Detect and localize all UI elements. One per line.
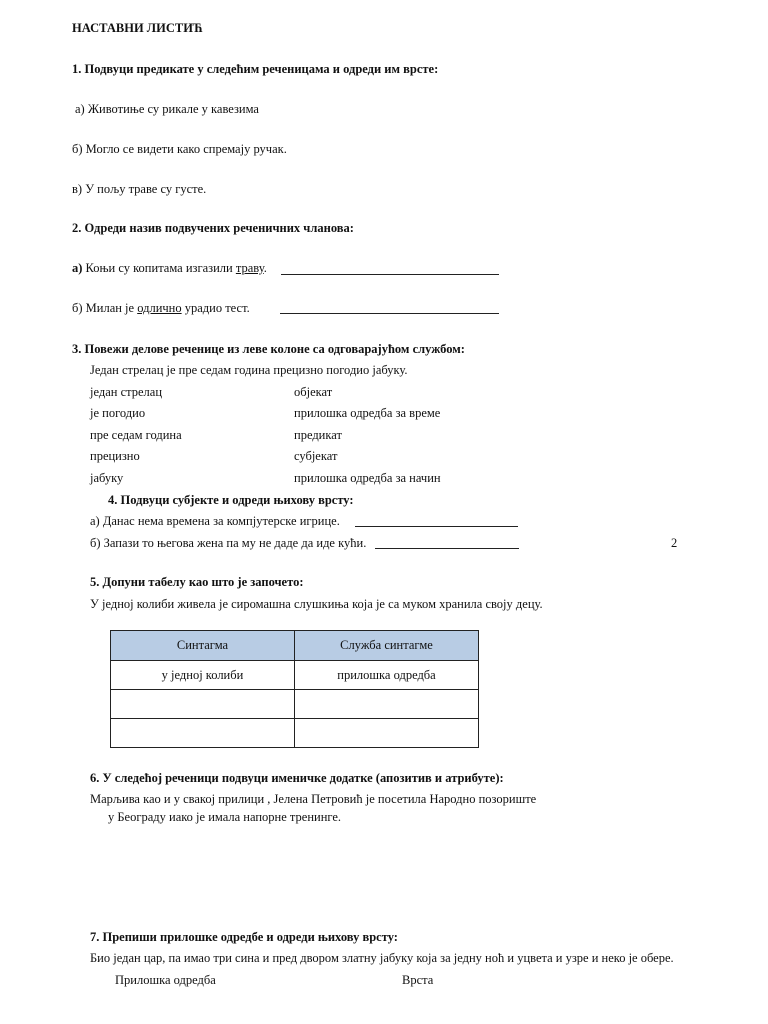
q7-heading: 7. Препиши прилошке одредбе и одреди њихову врсту:	[90, 930, 398, 944]
table-cell-empty[interactable]	[111, 719, 295, 748]
q2-item-b	[72, 301, 250, 316]
q3-heading: 3. Повежи делове реченице из леве колоне са одговарајућом службом:	[72, 342, 465, 356]
table-header-row	[111, 631, 479, 661]
q2-item-a	[72, 261, 267, 276]
q2-heading: 2. Одреди назив подвучених реченичних чланова:	[72, 221, 354, 235]
q2-a-text: Коњи су копитама изгазили	[82, 261, 236, 275]
page-title: НАСТАВНИ ЛИСТИЋ	[72, 21, 203, 35]
q2-b-underlined: одлично	[137, 301, 182, 315]
q3-right-item: објекат	[294, 385, 333, 399]
table-row	[111, 719, 479, 748]
q6-sentence-line2: у Београду иако је имала напорне тренинге.	[108, 810, 342, 824]
q1-item-c: в) У пољу траве су густе.	[72, 182, 207, 196]
table-header-cell: Синтагма	[111, 631, 295, 661]
table-row	[111, 661, 479, 690]
q4-item-a: а) Данас нема времена за компјутерске игрице.	[90, 514, 340, 528]
q3-left-item: пре седам година	[90, 428, 182, 442]
q3-left-item: један стрелац	[90, 385, 163, 399]
table-cell-empty[interactable]	[111, 690, 295, 719]
q2-b-end: урадио тест.	[181, 301, 250, 315]
q7-column-label-adverbial: Прилошка одредба	[115, 973, 216, 987]
q3-left-item: је погодио	[90, 406, 146, 420]
q3-right-item: прилошка одредба за начин	[294, 471, 441, 485]
q7-column-label-type: Врста	[402, 973, 434, 987]
page-number: 2	[671, 536, 678, 550]
q3-sentence: Један стрелац је пре седам година прецизно погодио јабуку.	[90, 363, 408, 377]
q3-left-item: прецизно	[90, 449, 140, 463]
q4-a-answer-line[interactable]	[355, 515, 518, 527]
table-cell-empty[interactable]	[295, 719, 479, 748]
q3-right-item: прилошка одредба за време	[294, 406, 441, 420]
q3-left-item: јабуку	[90, 471, 124, 485]
q2-a-label: а)	[72, 261, 83, 275]
q2-b-answer-line[interactable]	[280, 302, 499, 314]
syntagm-table	[110, 630, 479, 748]
q2-a-end: .	[263, 261, 267, 275]
table-row	[111, 690, 479, 719]
table-cell: у једној колиби	[111, 661, 295, 690]
q3-right-item: предикат	[294, 428, 342, 442]
q4-heading: 4. Подвуци субјекте и одреди њихову врсту:	[108, 493, 354, 507]
q5-heading: 5. Допуни табелу као што је започето:	[90, 575, 304, 589]
q7-sentence: Био један цар, па имао три сина и пред двором златну јабуку која за једну ноћ и уцвета и узре и неко је обере.	[90, 951, 674, 965]
q6-heading: 6. У следећој реченици подвуци именичке додатке (апозитив и атрибуте):	[90, 771, 504, 785]
table-cell: прилошка одредба	[295, 661, 479, 690]
table-cell-empty[interactable]	[295, 690, 479, 719]
q2-a-underlined: траву	[235, 261, 264, 275]
q2-a-answer-line[interactable]	[281, 263, 499, 275]
q2-b-text: б) Милан је	[72, 301, 138, 315]
q1-item-b: б) Могло се видети како спремају ручак.	[72, 142, 287, 156]
q4-item-b: б) Запази то његова жена па му не даде да иде кући.	[90, 536, 367, 550]
table-header-cell: Служба синтагме	[295, 631, 479, 661]
q1-item-a: а) Животиње су рикале у кавезима	[75, 102, 259, 116]
q4-b-answer-line[interactable]	[375, 537, 519, 549]
q3-right-item: субјекат	[294, 449, 338, 463]
q5-sentence: У једној колиби живела је сиромашна слушкиња која је са муком хранила своју децу.	[90, 597, 543, 611]
q1-heading: 1. Подвуци предикате у следећим реченицама и одреди им врсте:	[72, 62, 439, 76]
q6-sentence-line1: Марљива као и у свакој прилици , Јелена Петровић је посетила Народно позориште	[90, 792, 537, 806]
